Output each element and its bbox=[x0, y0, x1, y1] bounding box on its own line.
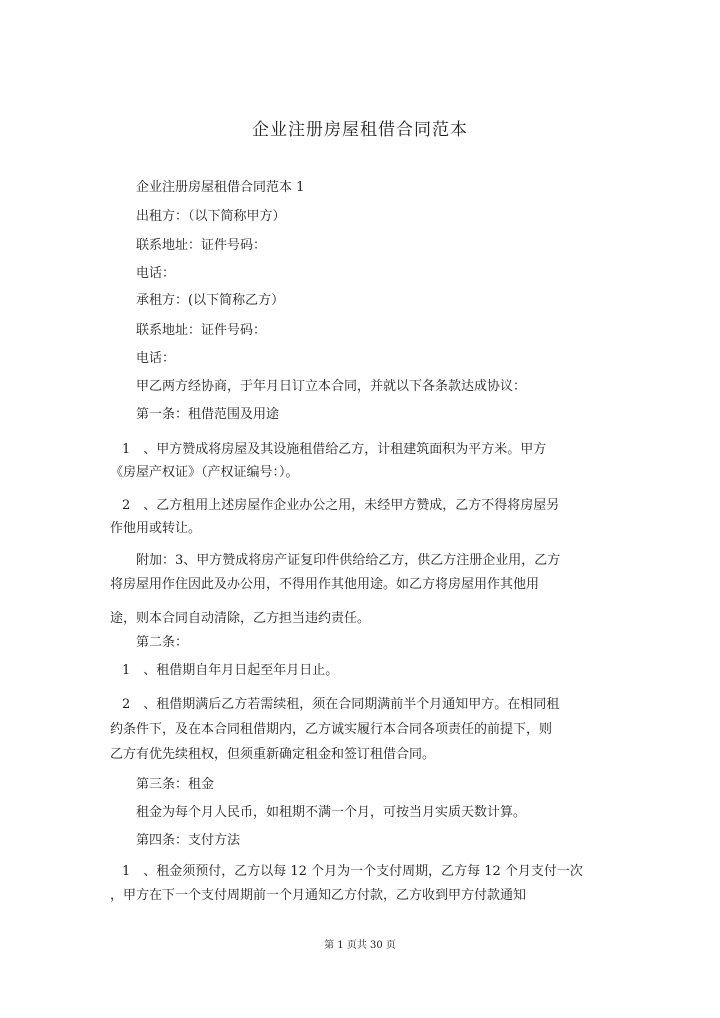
text-line: 《房屋产权证》（产权证编号：）。 bbox=[110, 465, 299, 480]
text-line: 甲乙两方经协商，于年月日订立本合同，并就以下各条款达成协议： bbox=[136, 379, 527, 394]
text-line: 承租方：(以下简称乙方） bbox=[136, 293, 285, 308]
text-line: 第一条：租借范围及用途 bbox=[136, 407, 280, 422]
text-line: 第三条：租金 bbox=[136, 777, 215, 792]
text-line: 乙方有优先续租权，但须重新确定租金和签订租借合同。 bbox=[110, 747, 436, 762]
text-line: 约条件下，及在本合同租借期内，乙方诚实履行本合同各项责任的前提下，则 bbox=[110, 722, 553, 737]
text-line: 出租方：（以下简称甲方） bbox=[136, 209, 286, 224]
text-line: 电话： bbox=[136, 351, 176, 366]
document-title: 企业注册房屋租借合同范本 bbox=[252, 120, 468, 140]
text-line: 1 、租借期自年月日起至年月日止。 bbox=[122, 663, 339, 678]
text-line: 附加：3、甲方赞成将房产证复印件供给给乙方，供乙方注册企业用，乙方 bbox=[136, 553, 561, 568]
text-line: 联系地址：证件号码： bbox=[136, 238, 267, 253]
text-line: 电话： bbox=[136, 266, 176, 281]
text-line: 作他用或转让。 bbox=[110, 521, 202, 536]
text-line: 第二条： bbox=[136, 635, 189, 650]
text-line: 1 、甲方赞成将房屋及其设施租借给乙方，计租建筑面积为平方米。甲方 bbox=[122, 442, 547, 457]
text-line: 2 、乙方租用上述房屋作企业办公之用，未经甲方赞成，乙方不得将房屋另 bbox=[122, 498, 560, 513]
text-line: 2 、租借期满后乙方若需续租，须在合同期满前半个月通知甲方。在相同租 bbox=[122, 697, 560, 712]
page-footer: 第 1 页共 30 页 bbox=[324, 940, 396, 951]
text-line: 1 、租金须预付，乙方以每 12 个月为一个支付周期，乙方每 12 个月支付一次 bbox=[122, 864, 583, 879]
text-line: 将房屋用作住因此及办公用，不得用作其他用途。如乙方将房屋用作其他用 bbox=[110, 577, 540, 592]
text-line: ，甲方在下一个支付周期前一个月通知乙方付款，乙方收到甲方付款通知 bbox=[110, 888, 527, 903]
text-line: 企业注册房屋租借合同范本 1 bbox=[136, 180, 305, 195]
text-line: 联系地址：证件号码： bbox=[136, 323, 267, 338]
text-line: 租金为每个月人民币，如租期不满一个月，可按当月实质天数计算。 bbox=[136, 805, 527, 820]
text-line: 途，则本合同自动清除，乙方担当违约责任。 bbox=[110, 611, 371, 626]
text-line: 第四条：支付方法 bbox=[136, 833, 241, 848]
